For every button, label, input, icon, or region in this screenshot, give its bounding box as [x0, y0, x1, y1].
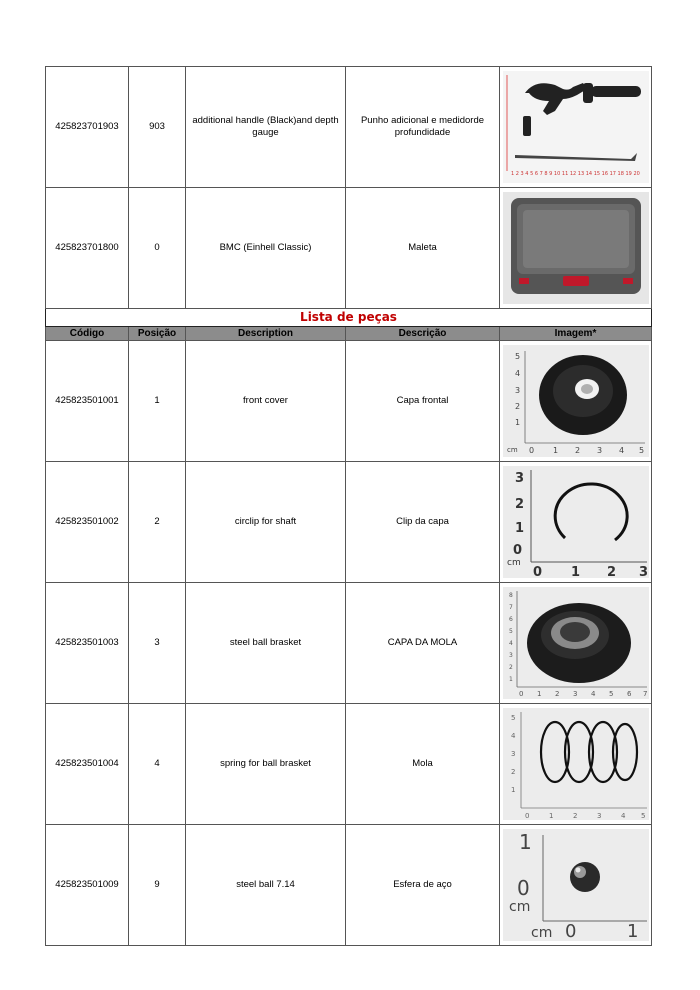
header-descricao: Descrição: [346, 327, 500, 341]
part-position: 1: [129, 341, 186, 462]
ruler-label: 4: [590, 690, 595, 698]
ruler-label: 0: [518, 690, 523, 698]
ruler-label: 5: [640, 812, 645, 820]
part-image-cell: [500, 583, 652, 704]
ruler-label: 1: [514, 521, 524, 536]
table-header-row: [46, 327, 652, 341]
front-cover-image: [503, 345, 649, 457]
ruler-label: 1: [514, 418, 520, 427]
part-description: steel ball brasket: [186, 583, 346, 704]
header-image: Imagem*: [500, 327, 652, 341]
part-code: 425823501002: [46, 462, 129, 583]
ruler-label: 7: [642, 690, 647, 698]
ruler-unit: cm: [506, 558, 521, 568]
part-position: 4: [129, 704, 186, 825]
ruler-label: 5: [510, 714, 515, 722]
ruler-label: 7: [508, 604, 513, 611]
table-row: [46, 188, 652, 309]
ruler-label: 2: [574, 446, 580, 455]
parts-list-page: [45, 66, 651, 946]
ruler-label: 1: [518, 830, 532, 854]
ruler-label: 1: [552, 446, 558, 455]
table-row: [46, 704, 652, 825]
part-code: 425823501001: [46, 341, 129, 462]
ruler-unit: cm: [506, 446, 518, 454]
ruler-label: 1: [536, 690, 541, 698]
ruler-unit: cm: [508, 899, 530, 915]
ruler-label: 0: [528, 446, 534, 455]
ruler-label: 2: [508, 664, 513, 671]
part-description: BMC (Einhell Classic): [186, 188, 346, 309]
table-title: Lista de peças: [46, 309, 652, 327]
ruler-label: 4: [514, 369, 520, 378]
ruler-label: 0: [564, 921, 576, 941]
part-code: 425823701800: [46, 188, 129, 309]
ruler-label: 3: [572, 690, 577, 698]
part-position: 0: [129, 188, 186, 309]
part-code: 425823701903: [46, 67, 129, 188]
ruler-label: 5: [514, 352, 520, 361]
part-code: 425823501009: [46, 825, 129, 946]
part-descricao: Maleta: [346, 188, 500, 309]
ruler-label: 6: [626, 690, 631, 698]
part-descricao: Punho adicional e medidorde profundidade: [346, 67, 500, 188]
ruler-label: 2: [514, 402, 520, 411]
ruler-label: 2: [510, 768, 515, 776]
circlip-image: [503, 466, 649, 578]
part-code: 425823501004: [46, 704, 129, 825]
part-descricao: CAPA DA MOLA: [346, 583, 500, 704]
header-position: Posição: [129, 327, 186, 341]
part-image-cell: [500, 67, 652, 188]
case-image: [503, 192, 649, 304]
ruler-label: 2: [514, 497, 524, 512]
ruler-label: 3: [508, 652, 513, 659]
handle-image: [503, 71, 649, 183]
part-description: spring for ball brasket: [186, 704, 346, 825]
part-description: front cover: [186, 341, 346, 462]
ruler-label: 1: [570, 565, 580, 578]
table-row: [46, 341, 652, 462]
ruler-label: 0: [524, 812, 529, 820]
ruler-label: 5: [608, 690, 613, 698]
header-code: Código: [46, 327, 129, 341]
ruler-label: 2: [572, 812, 577, 820]
table-title-row: [46, 309, 652, 327]
part-description: steel ball 7.14: [186, 825, 346, 946]
ruler-unit: cm: [530, 925, 552, 941]
part-descricao: Mola: [346, 704, 500, 825]
part-descricao: Clip da capa: [346, 462, 500, 583]
ruler-label: 2: [554, 690, 559, 698]
part-position: 3: [129, 583, 186, 704]
part-descricao: Esfera de aço: [346, 825, 500, 946]
ruler-label: 0: [532, 565, 542, 578]
ruler-label: 6: [508, 616, 513, 623]
ruler-label: 3: [596, 446, 602, 455]
part-descricao: Capa frontal: [346, 341, 500, 462]
ball-basket-image: [503, 587, 649, 699]
table-row: [46, 462, 652, 583]
ruler-label: 5: [508, 628, 513, 635]
ruler-scale: 1 2 3 4 5 6 7 8 9 10 11 12 13 14 15 16 17 18 19 20: [510, 171, 640, 177]
part-image-cell: [500, 462, 652, 583]
part-image-cell: [500, 188, 652, 309]
part-position: 903: [129, 67, 186, 188]
ruler-label: 2: [606, 565, 616, 578]
part-image-cell: [500, 704, 652, 825]
part-description: circlip for shaft: [186, 462, 346, 583]
ruler-label: 1: [626, 921, 638, 941]
steel-ball-image: [503, 829, 649, 941]
part-code: 425823501003: [46, 583, 129, 704]
ruler-label: 3: [510, 750, 515, 758]
ruler-label: 1: [548, 812, 553, 820]
table-row: [46, 825, 652, 946]
table-row: [46, 583, 652, 704]
parts-table: [45, 66, 652, 946]
ruler-label: 5: [638, 446, 644, 455]
ruler-label: 0: [516, 876, 530, 900]
ruler-label: 3: [514, 386, 520, 395]
ruler-label: 4: [508, 640, 513, 647]
ruler-label: 1: [510, 786, 515, 794]
part-image-cell: [500, 825, 652, 946]
header-description: Description: [186, 327, 346, 341]
ruler-label: 3: [596, 812, 601, 820]
ruler-label: 1: [508, 676, 513, 683]
ruler-label: 4: [510, 732, 515, 740]
ruler-label: 8: [508, 592, 513, 599]
part-description: additional handle (Black)and depth gauge: [186, 67, 346, 188]
ruler-label: 3: [514, 471, 524, 486]
spring-image: [503, 708, 649, 820]
part-position: 9: [129, 825, 186, 946]
ruler-label: 4: [618, 446, 624, 455]
table-row: [46, 67, 652, 188]
part-image-cell: [500, 341, 652, 462]
ruler-label: 0: [512, 543, 522, 558]
ruler-label: 4: [620, 812, 625, 820]
part-position: 2: [129, 462, 186, 583]
ruler-label: 3: [638, 565, 648, 578]
